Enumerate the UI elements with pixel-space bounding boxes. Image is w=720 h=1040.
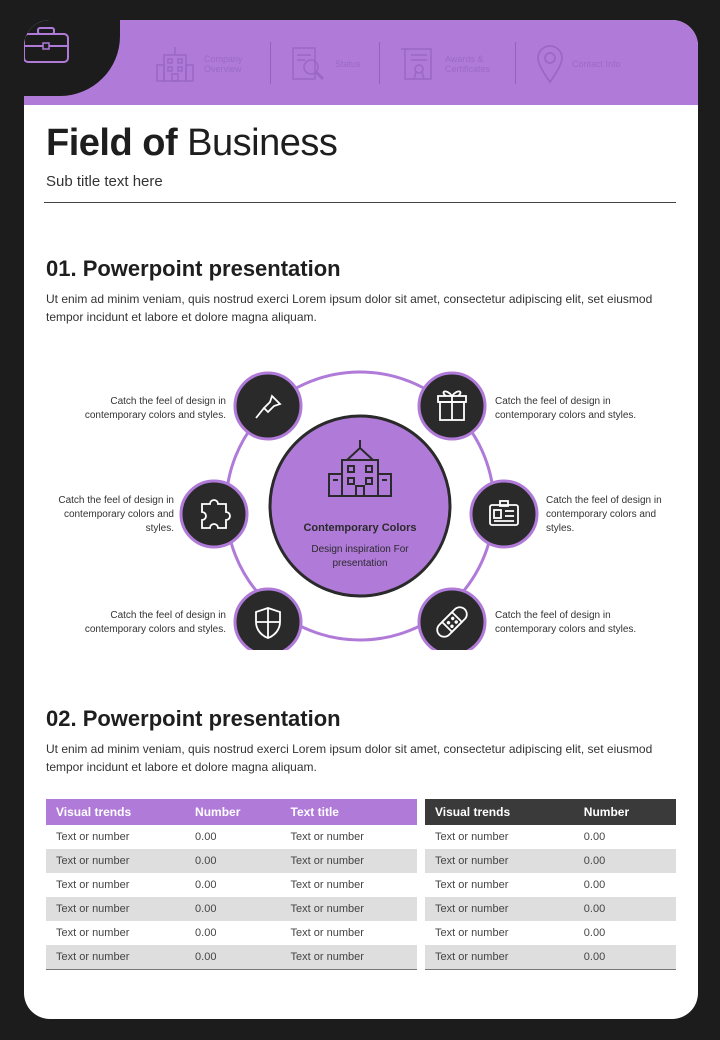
cell: Text or number [46,849,185,873]
center-title: Contemporary Colors [303,522,417,534]
nav-item-contact[interactable] [534,42,621,86]
section2-title: 02. Powerpoint presentation [46,706,341,731]
node-pin [235,373,301,439]
title-rest: Business [187,122,338,164]
circle-diagram [24,340,698,650]
cell: 0.00 [195,831,217,843]
cell: Text or number [435,831,509,843]
cell: 0.00 [185,849,280,873]
nav-item-company-overview[interactable] [154,42,248,86]
nav-label: Awards & Certificates [445,54,491,74]
cell: 0.00 [195,879,217,891]
cell: Text or number [290,831,364,843]
cell: 0.00 [185,897,280,921]
title-divider [44,202,676,203]
table-row [46,849,417,873]
nav-label: Company Overview [204,54,243,74]
cell: Text or number [425,897,574,921]
caption-puzzle: Catch the feel of design in contemporary colors and styles. [58,495,174,534]
table-row [46,825,417,849]
node-shield [235,589,301,650]
table-purple [46,799,417,970]
table-row [46,945,417,970]
building-icon [154,45,198,83]
page-subtitle: Sub title text here [46,173,163,190]
column-header: Number [574,799,676,825]
table-row [425,921,676,945]
cell: 0.00 [583,927,606,939]
nav-item-awards[interactable] [399,42,491,86]
nav-divider [379,42,380,84]
table-row [425,945,676,970]
section2-body: Ut enim ad minim veniam, quis nostrud exerci Lorem ipsum dolor sit amet, consectetur adipiscing elit, set eiusmod tempor incidunt et labore et dolore magna aliquam. [46,742,653,774]
cell: Text or number [425,849,574,873]
cell: Text or number [435,927,509,939]
cell: 0.00 [574,849,676,873]
caption-pin: Catch the feel of design in contemporary colors and styles. [84,396,226,421]
cell: 0.00 [195,927,217,939]
location-pin-icon [534,44,566,84]
cell: Text or number [281,897,417,921]
caption-bandage: Catch the feel of design in contemporary colors and styles. [495,610,637,635]
caption-id-card: Catch the feel of design in contemporary colors and styles. [546,495,662,534]
table-row [425,897,676,921]
nav-label: Status [335,59,361,69]
table-row [425,849,676,873]
cell: Text or number [46,945,185,970]
cell: Text or number [290,927,364,939]
table-row [425,825,676,849]
column-header: Visual trends [46,799,185,825]
node-id-card [471,481,537,547]
table-header-row [46,799,417,825]
table-dark [425,799,676,970]
briefcase-icon [24,20,80,70]
section1-body: Ut enim ad minim veniam, quis nostrud exerci Lorem ipsum dolor sit amet, consectetur adipiscing elit, set eiusmod tempor incidunt et labore et dolore magna aliquam. [46,292,653,324]
page-title [46,122,337,165]
title-bold: Field of [46,122,178,164]
cell: Text or number [46,897,185,921]
center-text: Design inspiration For presentation [311,544,409,569]
caption-shield: Catch the feel of design in contemporary colors and styles. [84,610,226,635]
column-header: Visual trends [425,799,574,825]
nav-divider [270,42,271,84]
cell: Text or number [435,879,509,891]
cell: Text or number [56,879,130,891]
cell: 0.00 [583,831,606,843]
node-gift [419,373,485,439]
page-card [24,20,698,1019]
node-puzzle [181,481,247,547]
table-row [46,873,417,897]
column-header: Text title [281,799,417,825]
cell: Text or number [56,927,130,939]
column-header: Number [185,799,280,825]
magnifier-document-icon [289,45,329,83]
cell: 0.00 [583,879,606,891]
caption-gift: Catch the feel of design in contemporary colors and styles. [495,396,637,421]
top-nav-bar [24,20,698,105]
cell: Text or number [425,945,574,970]
cell: Text or number [281,849,417,873]
cell: 0.00 [185,945,280,970]
table-row [46,921,417,945]
corner-badge [24,20,120,96]
table-row [46,897,417,921]
cell: 0.00 [574,945,676,970]
table-header-row [425,799,676,825]
nav-item-status[interactable] [289,42,361,86]
certificate-icon [399,45,439,83]
cell: 0.00 [574,897,676,921]
table-row [425,873,676,897]
node-bandage [419,589,485,650]
nav-label: Contact Info [572,59,621,69]
section1-title: 01. Powerpoint presentation [46,256,341,281]
cell: Text or number [290,879,364,891]
nav-divider [515,42,516,84]
cell: Text or number [56,831,130,843]
cell: Text or number [281,945,417,970]
